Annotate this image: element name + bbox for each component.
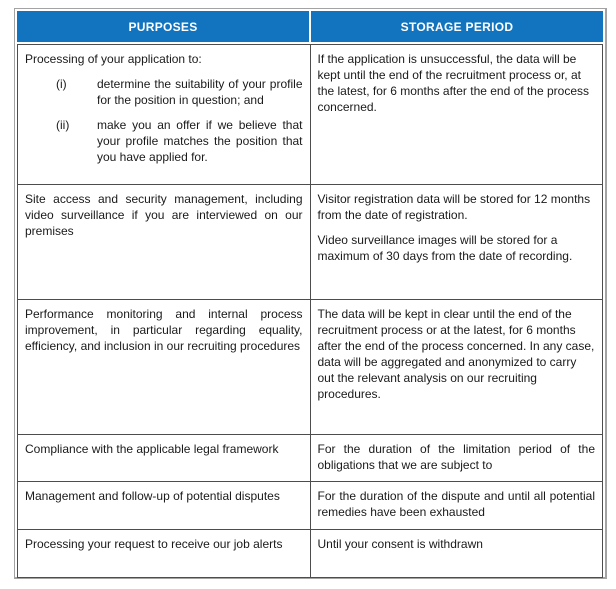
list-marker: (ii) [56,118,70,132]
storage-paragraph: If the application is unsuccessful, the data will be kept until the end of the recruitment process or, at the latest, for 6 months after the end of the process concerned. [317,52,589,114]
list-marker: (i) [56,77,67,91]
purpose-intro: Processing of your application to: [25,52,202,66]
table-row-site-access [18,185,603,300]
storage-paragraph: Video surveillance images will be stored for a maximum of 30 days from the date of recording. [317,233,573,263]
table-row-job-alerts [18,530,603,578]
storage-cell [310,435,603,482]
purpose-cell [18,45,311,185]
storage-paragraph: Until your consent is withdrawn [317,537,483,551]
column-header-storage-period: STORAGE PERIOD [311,11,603,42]
table-body [17,44,603,578]
storage-paragraph: The data will be kept in clear until the end of the recruitment process or at the latest, for 6 months after the end of the process concerned. In any case, data will be aggregated and anonymized to carry out the relevant analysis on our recruiting procedures. [317,307,595,401]
storage-paragraph: For the duration of the limitation period of the obligations that we are subject to [317,442,595,472]
table-row-application-processing [18,45,603,185]
column-header-purposes: PURPOSES [17,11,309,42]
list-item-text: determine the suitability of your profile for the position in question; and [97,77,303,107]
storage-cell [310,482,603,530]
storage-cell [310,530,603,578]
list-item-text: make you an offer if we believe that your profile matches the position that you have applied for. [97,118,303,164]
table-row-legal-compliance [18,435,603,482]
purpose-text: Management and follow-up of potential disputes [25,489,280,503]
table-row-performance-monitoring [18,300,603,435]
purpose-cell [18,435,311,482]
purpose-cell [18,482,311,530]
purpose-cell [18,530,311,578]
purpose-text: Performance monitoring and internal process improvement, in particular regarding equality, efficiency, and inclusion in our recruiting procedures [25,307,303,353]
table-header-row [17,11,603,42]
purpose-text: Processing your request to receive our job alerts [25,537,283,551]
storage-cell [310,185,603,300]
purpose-cell [18,185,311,300]
purpose-list-item [56,76,303,108]
purpose-text: Compliance with the applicable legal framework [25,442,279,456]
data-retention-table [14,8,607,579]
table-row-dispute-management [18,482,603,530]
storage-cell [310,300,603,435]
purpose-list-item [56,117,303,165]
purpose-cell [18,300,311,435]
storage-cell [310,45,603,185]
storage-paragraph: For the duration of the dispute and until all potential remedies have been exhausted [317,489,595,519]
storage-paragraph: Visitor registration data will be stored for 12 months from the date of registration. [317,192,591,222]
purpose-text: Site access and security management, including video surveillance if you are interviewed on our premises [25,192,303,238]
